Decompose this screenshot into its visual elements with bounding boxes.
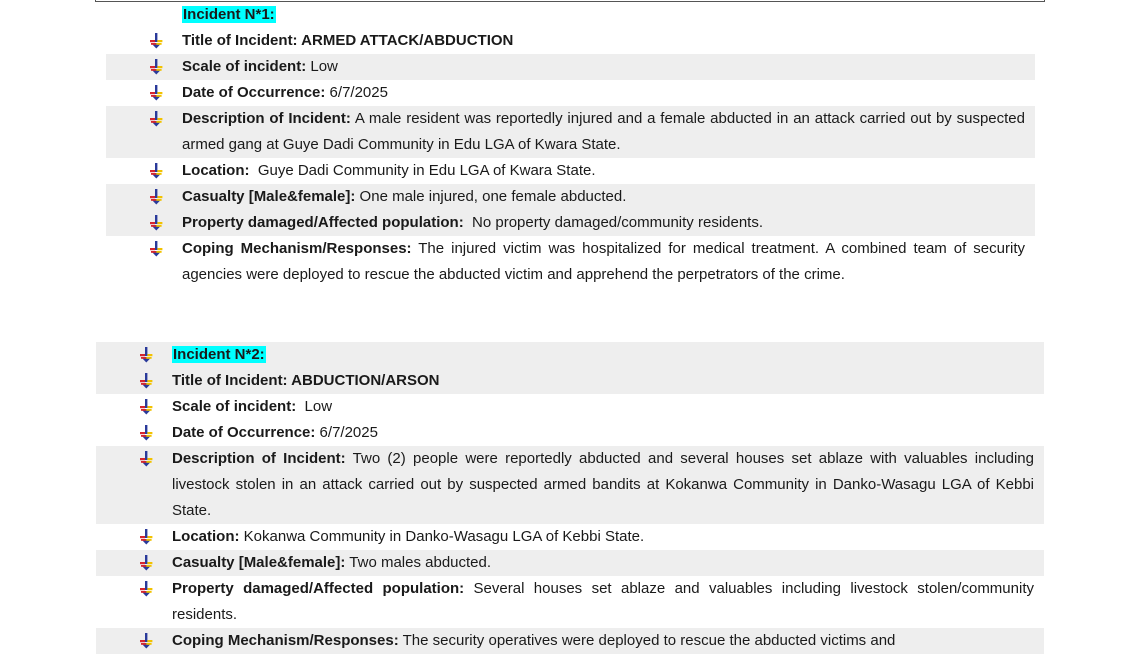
date-label: Date of Occurrence: bbox=[172, 424, 316, 441]
incident-2-coping-row bbox=[96, 628, 1044, 654]
incident-2-location-row bbox=[96, 524, 1044, 550]
description-label: Description of Incident: bbox=[172, 450, 346, 467]
coping-value: The security operatives were deployed to rescue the abducted victims and bbox=[398, 632, 896, 649]
casualty-label: Casualty [Male&female]: bbox=[172, 554, 346, 571]
arrow-bullet-icon bbox=[140, 581, 154, 597]
arrow-bullet-icon bbox=[150, 189, 164, 205]
property-value: No property damaged/community residents. bbox=[463, 214, 764, 231]
coping-label: Coping Mechanism/Responses: bbox=[172, 632, 399, 649]
location-label: Location: bbox=[172, 528, 240, 545]
arrow-bullet-icon bbox=[150, 59, 164, 75]
incident-1-casualty-row bbox=[106, 184, 1035, 210]
incident-1-section bbox=[0, 2, 1140, 288]
description-value: Two (2) people were reportedly abducted and several houses set ablaze with valuables including livestock stolen in an attack carried out by suspected armed bandits at Kokanwa Community in Danko-Wasagu LGA of Kebbi State. bbox=[172, 450, 1034, 519]
property-label: Property damaged/Affected population: bbox=[182, 214, 464, 231]
scale-label: Scale of incident: bbox=[182, 58, 307, 75]
incident-2-section bbox=[0, 342, 1140, 654]
date-value: 6/7/2025 bbox=[315, 424, 378, 441]
incident-2-property-row bbox=[96, 576, 1044, 628]
incident-1-title-row bbox=[106, 28, 1035, 54]
arrow-bullet-icon bbox=[140, 529, 154, 545]
location-label: Location: bbox=[182, 162, 250, 179]
property-value: Several houses set ablaze and valuables including livestock stolen/community residents. bbox=[172, 580, 1034, 623]
incident-1-coping-row bbox=[106, 236, 1035, 288]
incident-2-description-row bbox=[96, 446, 1044, 524]
incident-1-date-row bbox=[106, 80, 1035, 106]
incident-2-heading-row bbox=[96, 342, 1044, 368]
arrow-bullet-icon bbox=[150, 111, 164, 127]
property-label: Property damaged/Affected population: bbox=[172, 580, 465, 597]
incident-2-heading: Incident N*2: bbox=[173, 346, 265, 363]
arrow-bullet-icon bbox=[140, 399, 154, 415]
coping-value: The injured victim was hospitalized for medical treatment. A combined team of security agencies were deployed to rescue the abducted victim and apprehend the perpetrators of the crime. bbox=[182, 240, 1025, 283]
incident-1-property-row bbox=[106, 210, 1035, 236]
casualty-value: Two males abducted. bbox=[345, 554, 492, 571]
date-label: Date of Occurrence: bbox=[182, 84, 326, 101]
arrow-bullet-icon bbox=[140, 425, 154, 441]
arrow-bullet-icon bbox=[150, 163, 164, 179]
description-label: Description of Incident: bbox=[182, 110, 351, 127]
arrow-bullet-icon bbox=[150, 85, 164, 101]
title-of-incident: Title of Incident: ARMED ATTACK/ABDUCTION bbox=[182, 32, 514, 49]
scale-value: Low bbox=[296, 398, 333, 415]
incident-1-description-row bbox=[106, 106, 1035, 158]
arrow-bullet-icon bbox=[150, 241, 164, 257]
arrow-bullet-icon bbox=[140, 451, 154, 467]
arrow-bullet-icon bbox=[140, 373, 154, 389]
incident-2-scale-row bbox=[96, 394, 1044, 420]
incident-1-heading: Incident N*1: bbox=[183, 6, 275, 23]
arrow-bullet-icon bbox=[150, 215, 164, 231]
casualty-label: Casualty [Male&female]: bbox=[182, 188, 356, 205]
arrow-bullet-icon bbox=[140, 633, 154, 649]
coping-label: Coping Mechanism/Responses: bbox=[182, 240, 412, 257]
title-of-incident: Title of Incident: ABDUCTION/ARSON bbox=[172, 372, 440, 389]
incident-2-date-row bbox=[96, 420, 1044, 446]
arrow-bullet-icon bbox=[150, 33, 164, 49]
incident-1-heading-row bbox=[106, 2, 1035, 28]
incident-2-casualty-row bbox=[96, 550, 1044, 576]
incident-2-title-row bbox=[96, 368, 1044, 394]
arrow-bullet-icon bbox=[140, 347, 154, 363]
location-value: Guye Dadi Community in Edu LGA of Kwara State. bbox=[249, 162, 596, 179]
casualty-value: One male injured, one female abducted. bbox=[355, 188, 627, 205]
location-value: Kokanwa Community in Danko-Wasagu LGA of Kebbi State. bbox=[239, 528, 645, 545]
arrow-bullet-icon bbox=[140, 555, 154, 571]
description-value: A male resident was reportedly injured and a female abducted in an attack carried out by suspected armed gang at Guye Dadi Community in Edu LGA of Kwara State. bbox=[182, 110, 1025, 153]
date-value: 6/7/2025 bbox=[325, 84, 388, 101]
scale-value: Low bbox=[306, 58, 338, 75]
incident-1-location-row bbox=[106, 158, 1035, 184]
scale-label: Scale of incident: bbox=[172, 398, 297, 415]
incident-1-scale-row bbox=[106, 54, 1035, 80]
